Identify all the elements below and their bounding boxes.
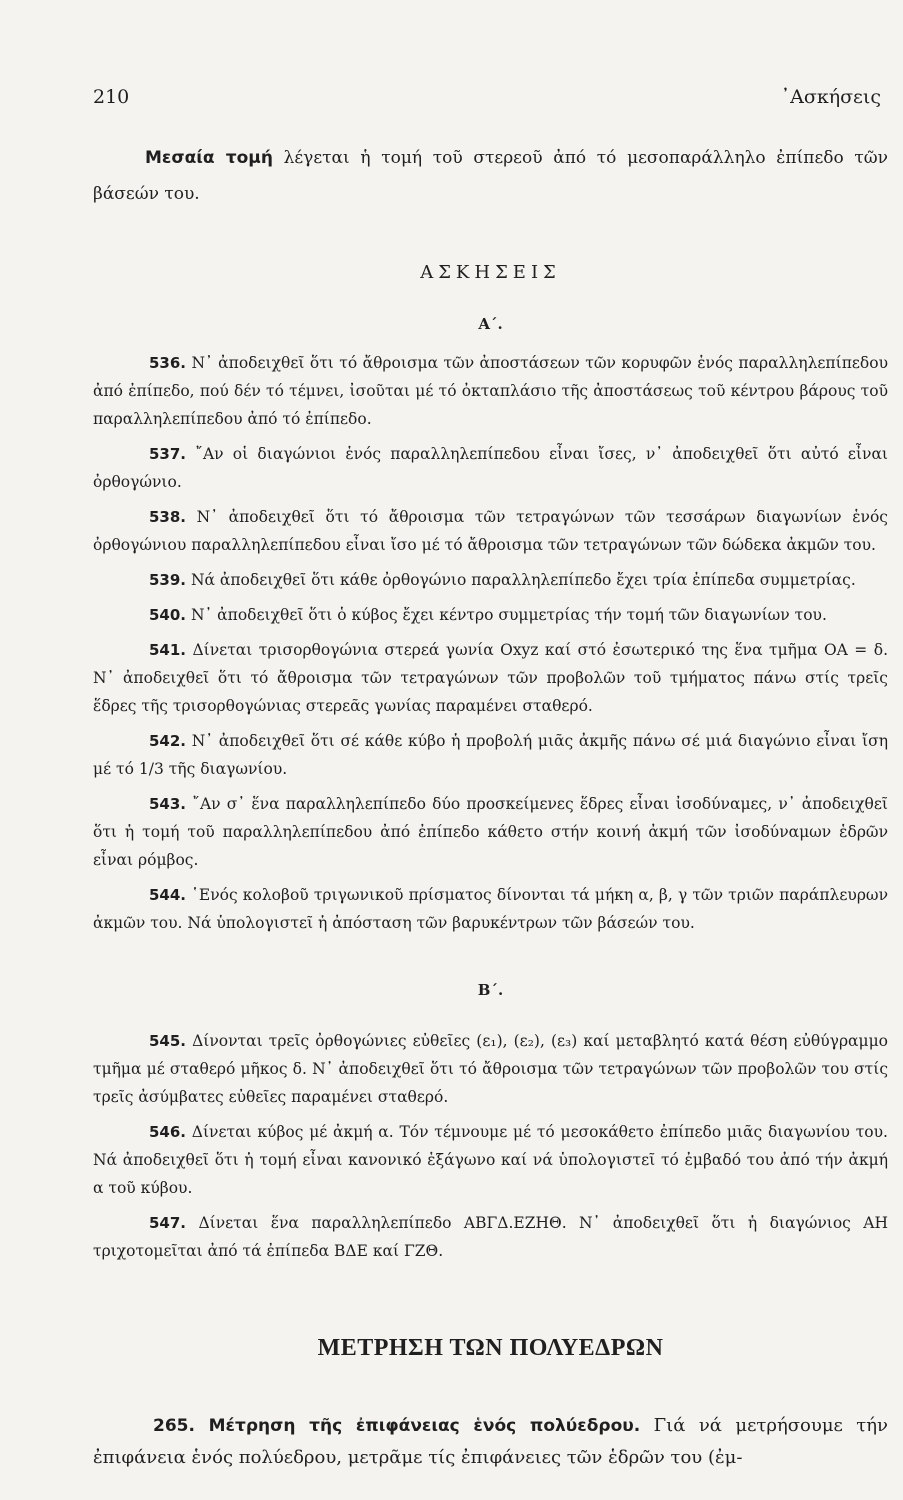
exercises-a-list xyxy=(93,349,888,937)
exercise-number: 537. xyxy=(149,445,187,463)
exercise-number: 543. xyxy=(149,795,187,813)
exercise-536 xyxy=(93,349,888,433)
exercise-text: Ν᾿ ἀποδειχθεῖ ὅτι τό ἄθροισμα τῶν τετραγώνων τῶν τεσσάρων διαγωνίων ἑνός ὀρθογώνιου παραλληλεπίπεδου εἶναι ἴσο μέ τό ἄθροισμα τῶν τετραγώνων τῶν δώδεκα ἀκμῶν του. xyxy=(93,508,888,554)
exercise-539 xyxy=(93,566,888,594)
page-body xyxy=(93,140,888,1474)
exercise-number: 536. xyxy=(149,354,187,372)
exercise-number: 545. xyxy=(149,1032,187,1050)
page-header xyxy=(93,86,881,116)
exercise-number: 542. xyxy=(149,732,187,750)
exercise-543 xyxy=(93,790,888,874)
exercise-text: ῎Αν σ᾿ ἕνα παραλληλεπίπεδο δύο προσκείμενες ἕδρες εἶναι ἰσοδύναμες, ν᾿ ἀποδειχθεῖ ὅτι ἡ τομή τοῦ παραλληλεπίπεδου ἀπό ἐπίπεδο κάθετο στήν κοινή ἀκμή τῶν ἰσοδύναμων ἑδρῶν εἶναι ρόμβος. xyxy=(93,795,888,869)
exercise-542 xyxy=(93,727,888,783)
exercise-537 xyxy=(93,440,888,496)
section-265-text: Γιά νά μετρήσουμε τήν ἐπιφάνεια ἑνός πολύεδρου, μετρᾶμε τίς ἐπιφάνειες τῶν ἑδρῶν του (ἐμ- xyxy=(93,1415,888,1468)
exercise-544 xyxy=(93,881,888,937)
exercise-text: Ν᾿ ἀποδειχθεῖ ὅτι σέ κάθε κύβο ἡ προβολή μιᾶς ἀκμῆς πάνω σέ μιά διαγώνιο εἶναι ἴση μέ τό 1/3 τῆς διαγωνίου. xyxy=(93,732,888,778)
exercise-number: 541. xyxy=(149,641,187,659)
exercise-text: Δίνεται τρισορθογώνια στερεά γωνία Oxyz καί στό ἐσωτερικό της ἕνα τμῆμα ΟΑ = δ. Ν᾿ ἀποδειχθεῖ ὅτι τό ἄθροισμα τῶν τετραγώνων τῶν προβολῶν τοῦ τμήματος πάνω στίς τρεῖς ἕδρες τῆς τρισορθογώνιας στερεᾶς γωνίας παραμένει σταθερό. xyxy=(93,641,888,715)
exercise-text: ῎Αν οἱ διαγώνιοι ἑνός παραλληλεπίπεδου εἶναι ἴσες, ν᾿ ἀποδειχθεῖ ὅτι αὐτό εἶναι ὀρθογώνιο. xyxy=(93,445,888,491)
exercise-number: 539. xyxy=(149,571,187,589)
exercise-number: 547. xyxy=(149,1214,187,1232)
exercise-text: Ν᾿ ἀποδειχθεῖ ὅτι ὁ κύβος ἔχει κέντρο συμμετρίας τήν τομή τῶν διαγωνίων του. xyxy=(186,606,827,624)
definition-term: Μεσαία τομή xyxy=(145,148,273,168)
exercise-number: 538. xyxy=(149,508,187,526)
exercise-number: 544. xyxy=(149,886,187,904)
exercise-538 xyxy=(93,503,888,559)
section-265-paragraph xyxy=(93,1410,888,1474)
exercises-b-list xyxy=(93,1027,888,1265)
exercise-541 xyxy=(93,636,888,720)
exercise-540 xyxy=(93,601,888,629)
exercise-text: Δίνονται τρεῖς ὀρθογώνιες εὐθεῖες (ε₁), (ε₂), (ε₃) καί μεταβλητό κατά θέση εὐθύγραμμο τμῆμα μέ σταθερό μῆκος δ. Ν᾿ ἀποδειχθεῖ ὅτι τό ἄθροισμα τῶν τετραγώνων τῶν προβολῶν του στίς τρεῖς ἀσύμβατες εὐθεῖες παραμένει σταθερό. xyxy=(93,1032,888,1106)
exercise-text: Δίνεται ἕνα παραλληλεπίπεδο ΑΒΓΔ.ΕΖΗΘ. Ν᾿ ἀποδειχθεῖ ὅτι ἡ διαγώνιος ΑΗ τριχοτομεῖται ἀπό τά ἐπίπεδα ΒΔΕ καί ΓΖΘ. xyxy=(93,1214,888,1260)
section-265-heading: 265. Μέτρηση τῆς ἐπιφάνειας ἑνός πολύεδρου. xyxy=(153,1416,641,1436)
exercise-546 xyxy=(93,1118,888,1202)
section-a-heading: Α΄. xyxy=(478,315,503,333)
exercise-number: 546. xyxy=(149,1123,187,1141)
section-b-heading: Β΄. xyxy=(477,981,504,999)
running-head: ᾿Ασκήσεις xyxy=(780,86,881,108)
definition-paragraph xyxy=(93,140,888,212)
exercise-text: Νά ἀποδειχθεῖ ὅτι κάθε ὀρθογώνιο παραλληλεπίπεδο ἔχει τρία ἐπίπεδα συμμετρίας. xyxy=(186,571,856,589)
page-number: 210 xyxy=(93,86,130,108)
exercise-545 xyxy=(93,1027,888,1111)
chapter-title: ΜΕΤΡΗΣΗ ΤΩΝ ΠΟΛΥΕΔΡΩΝ xyxy=(317,1335,664,1361)
exercise-number: 540. xyxy=(149,606,187,624)
definition-text: λέγεται ἡ τομή τοῦ στερεοῦ ἀπό τό μεσοπαράλληλο ἐπίπεδο τῶν βάσεών του. xyxy=(93,148,888,204)
exercise-547 xyxy=(93,1209,888,1265)
exercise-text: Ν᾿ ἀποδειχθεῖ ὅτι τό ἄθροισμα τῶν ἀποστάσεων τῶν κορυφῶν ἑνός παραλληλεπίπεδου ἀπό ἐπίπεδο, πού δέν τό τέμνει, ἰσοῦται μέ τό ὀκταπλάσιο τῆς ἀποστάσεως τοῦ κέντρου βάρους τοῦ παραλληλεπίπεδου ἀπό τό ἐπίπεδο. xyxy=(93,354,888,428)
exercise-text: Δίνεται κύβος μέ ἀκμή α. Τόν τέμνουμε μέ τό μεσοκάθετο ἐπίπεδο μιᾶς διαγωνίου του. Νά ἀποδειχθεῖ ὅτι ἡ τομή εἶναι κανονικό ἑξάγωνο καί νά ὑπολογιστεῖ τό ἐμβαδό του ἀπό τήν ἀκμή α τοῦ κύβου. xyxy=(93,1123,888,1197)
exercise-text: ῾Ενός κολοβοῦ τριγωνικοῦ πρίσματος δίνονται τά μήκη α, β, γ τῶν τριῶν παράπλευρων ἀκμῶν του. Νά ὑπολογιστεῖ ἡ ἀπόσταση τῶν βαρυκέντρων τῶν βάσεών του. xyxy=(93,886,888,932)
exercises-title: ΑΣΚΗΣΕΙΣ xyxy=(420,262,561,283)
